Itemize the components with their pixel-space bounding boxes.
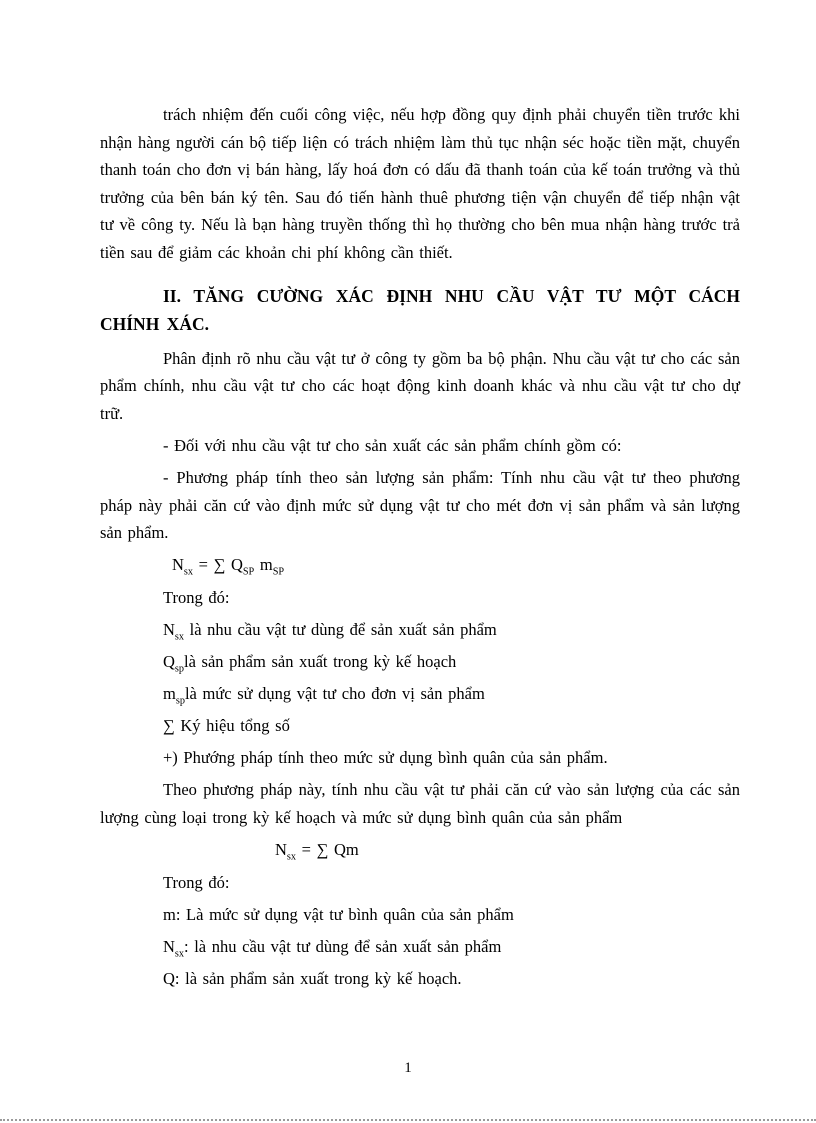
paragraph-phuong-phap-binh-quan: +) Phướng pháp tính theo mức sử dụng bình quân của sản phẩm. (163, 748, 608, 768)
page-bottom-dotted-border (0, 1119, 816, 1121)
document-body (100, 101, 740, 993)
page-number: 1 (404, 1060, 412, 1076)
paragraph-phuong-phap-san-luong: - Phương pháp tính theo sản lượng sản phẩm: Tính nhu cầu vật tư theo phương pháp này phải căn cứ vào định mức sử dụng vật tư cho mét đơn vị sản phẩm và sản lượng sản phẩm. (100, 467, 740, 543)
section-heading: II. TĂNG CƯỜNG XÁC ĐỊNH NHU CẦU VẬT TƯ MỘT CÁCH CHÍNH XÁC. (100, 285, 740, 334)
paragraph-q-def: Q: là sản phẩm sản xuất trong kỳ kế hoạch. (163, 968, 462, 988)
formula-nsx-qm: $N_{sx}$ = ∑ Qm (275, 840, 359, 863)
paragraph-trong-do-2: Trong đó: (163, 872, 230, 892)
paragraph-phan-dinh: Phân định rõ nhu cầu vật tư ở công ty gồm ba bộ phận. Nhu cầu vật tư cho các sản phẩm chính, nhu cầu vật tư cho các hoạt động kinh doanh khác và nhu cầu vật tư cho dự trữ. (100, 348, 740, 423)
paragraph-nsx-def-1: $N_{sx}$ là nhu cầu vật tư dùng để sản xuất sản phẩm (163, 619, 497, 643)
paragraph-qsp-def: $Q_{sp}là$ sản phẩm sản xuất trong kỳ kế hoạch (163, 652, 457, 675)
paragraph-nsx-def-2: $N_{sx}$: là nhu cầu vật tư dùng để sản xuất sản phẩm (163, 936, 502, 960)
paragraph-trong-do-1: Trong đó: (163, 587, 230, 607)
paragraph-theo-phuong-phap: Theo phương pháp này, tính nhu cầu vật tư phải căn cứ vào sản lượng của các sản lượng cùng loại trong kỳ kế hoạch và mức sử dụng bình quân của sản phẩm (100, 780, 740, 827)
paragraph-intro: trách nhiệm đến cuối công việc, nếu hợp đồng quy định phải chuyển tiền trước khi nhận hàng người cán bộ tiếp liện có trách nhiệm làm thủ tục nhận séc hoặc tiền mặt, chuyển thanh toán cho đơn vị bán hàng, lấy hoá đơn có dấu đã thanh toán của kế toán trưởng và thủ trưởng của bên bán ký tên. Sau đó tiến hành thuê phương tiện vận chuyển để tiếp nhận vật tư về công ty. Nếu là bạn hàng truyền thống thì họ thường cho bên mua nhận hàng trước trả tiền sau để giảm các khoản chi phí không cần thiết. (100, 105, 740, 262)
formula-nsx-qsp-msp: $N_{sx}$ = ∑ $Q_{SP}$ $m_{SP}$ (172, 555, 285, 578)
paragraph-m-def: m: Là mức sử dụng vật tư bình quân của sản phẩm (163, 904, 514, 924)
paragraph-msp-def: $m_{sp}là$ mức sử dụng vật tư cho đơn vị sản phẩm (163, 684, 485, 707)
paragraph-sigma-def: ∑ Ký hiệu tổng số (163, 716, 290, 736)
paragraph-doi-voi: - Đối với nhu cầu vật tư cho sản xuất các sản phẩm chính gồm có: (163, 435, 622, 455)
